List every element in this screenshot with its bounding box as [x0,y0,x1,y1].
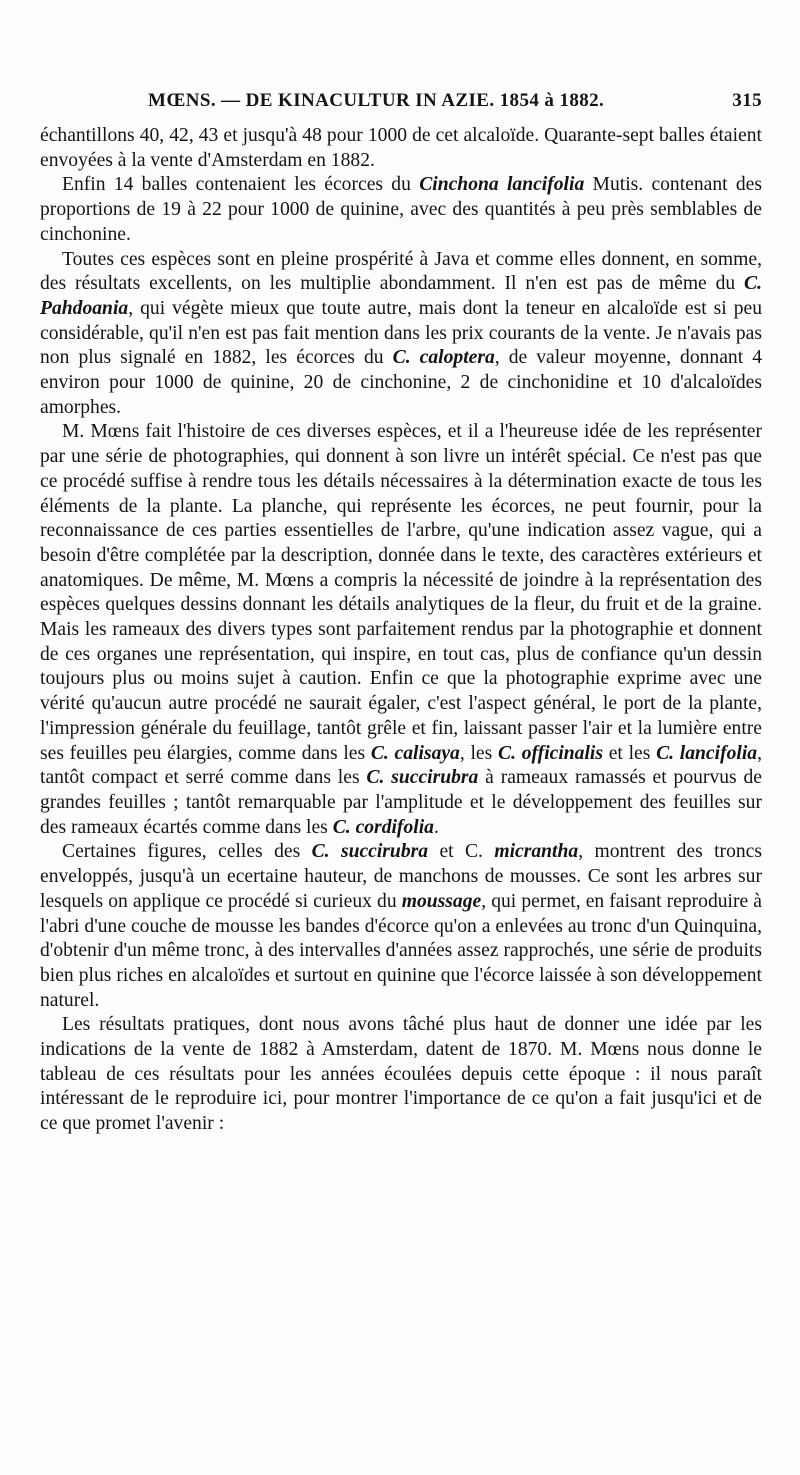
italic-term: micrantha [494,841,579,863]
text-run: Les résultats pratiques, dont nous avons tâché plus haut de donner une idée par les indications de la vente de 1882 à Amsterdam, datent de 1870. M. Mœns nous donne le tableau de ces résultats pour les années écoulées depuis cette époque : il nous paraît intéressant de le reproduire ici, pour montrer l'importance de ce qu'on a fait jusqu'ici et de ce que promet l'avenir : [40,1014,762,1135]
italic-term: C. succirubra [311,841,429,863]
text-run: échantillons 40, 42, 43 et jusqu'à 48 pour 1000 de cet alcaloïde. Quarante-sept balles étaient envoyées à la vente d'Amsterdam en 1882. [40,125,762,171]
paragraph [40,173,762,247]
paragraph [40,124,762,173]
italic-term: Cinchona lancifolia [419,174,585,196]
text-run: . [433,816,439,838]
italic-term: C. officinalis [498,742,603,764]
paragraph [40,1013,762,1137]
text-run: Enfin 14 balles contenaient les écorces du [62,174,420,196]
text-run: Mutis. contenant des proportions de 19 à 22 pour 1000 de quinine, avec des quantités à peu près semblables de cinchonine. [40,174,763,245]
text-run: et C. [428,841,495,863]
text-run: Toutes ces espèces sont en pleine prospérité à Java et comme elles donnent, en somme, des résultats excellents, on les multiplie abondamment. Il n'en est pas de même du [40,248,762,295]
text-run: , qui permet, en faisant reproduire à l'abri d'une couche de mousse les bandes d'écorce qu'on a enlevées au tronc d'un Quinquina, d'obtenir d'un même tronc, à des intervalles d'années assez rapprochés, une série de produits bien plus riches en alcaloïdes et surtout en quinine que l'écorce laissée à son développement naturel. [40,890,762,1011]
paragraph [40,420,762,840]
text-run: , tantôt compact et serré comme dans les [40,742,762,789]
text-run: , de valeur moyenne, donnant 4 environ pour 1000 de quinine, 20 de cinchonine, 2 de cinchonidine et 10 d'alcaloïdes amorphes. [40,347,763,418]
italic-term: C. calisaya [370,742,460,764]
italic-term: C. Pahdoania [40,273,762,319]
running-title: MŒNS. — DE KINACULTUR IN AZIE. 1854 à 1882. [148,90,605,111]
page-header [40,82,762,116]
text-run: , qui végète mieux que toute autre, mais dont la teneur en alcaloïde est si peu considérable, qu'il n'en est pas fait mention dans les prix courants de la vente. Je n'avais pas non plus signalé en 1882, les écorces du [40,297,762,369]
italic-term: C. succirubra [366,767,479,789]
text-run: , les [459,742,498,764]
text-run: Certaines figures, celles des [62,841,312,863]
paragraph [40,840,762,1013]
italic-term: C. lancifolia [656,742,758,764]
text-run: et les [602,742,657,764]
text-run: à rameaux ramassés et pourvus de grandes feuilles ; tantôt remarquable par l'amplitude et le développement des feuilles sur des rameaux écartés comme dans les [40,767,762,838]
text-run: , montrent des troncs enveloppés, jusqu'à un ecertaine hauteur, de manchons de mousses. Ce sont les arbres sur lesquels on applique ce procédé si curieux du [40,841,762,912]
italic-term: moussage [401,890,482,912]
paragraph [40,248,762,421]
page-number: 315 [732,90,762,111]
text-run: M. Mœns fait l'histoire de ces diverses espèces, et il a l'heureuse idée de les représenter par une série de photographies, qui donnent à son livre un intérêt spécial. Ce n'est pas que ce procédé suffise à rendre tous les détails nécessaires à la détermination exacte de tous les éléments de la plante. La planche, qui représente les écorces, ne peut fournir, pour la reconnaissance de ces parties essentielles de l'arbre, qu'une indication assez vague, qui a besoin d'être complétée par la description, donnée dans le texte, des caractères extérieurs et anatomiques. De même, M. Mœns a compris la nécessité de joindre à la représentation des espèces quelques dessins donnant les détails analytiques de la fleur, du fruit et de la graine. Mais les rameaux des divers types sont parfaitement rendus par la photographie et donnent de ces organes une représentation, qui inspire, en tout cas, plus de confiance qu'un dessin toujours plus ou moins sujet à caution. Enfin ce que la photographie exprime avec une vérité qu'aucun autre procédé ne saurait égaler, c'est l'aspect général, le port de la plante, l'impression générale du feuillage, tantôt grêle et fin, laissant passer l'air et la lumière entre ses feuilles peu élargies, comme dans les [40,421,762,764]
italic-term: C. caloptera [392,347,495,369]
body-text [40,124,762,1137]
italic-term: C. cordifolia [332,816,434,838]
